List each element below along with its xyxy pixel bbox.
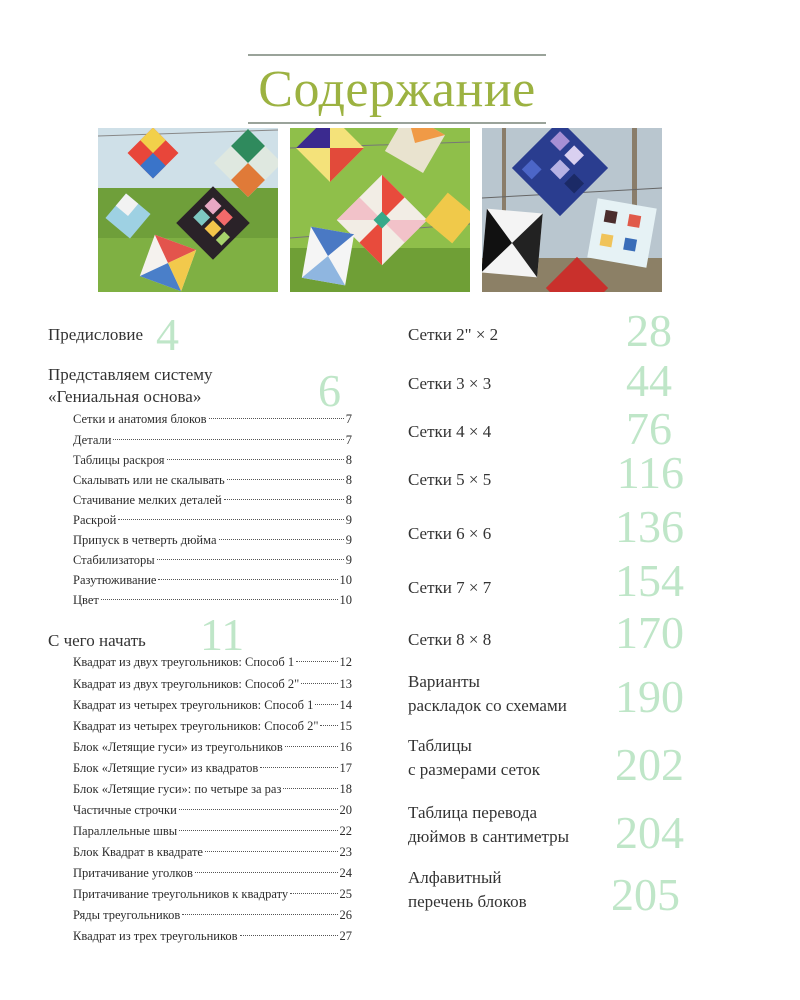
toc-grids-4x4[interactable]: Сетки 4 × 4	[408, 422, 492, 441]
list-item[interactable]: Частичные строчки 20	[73, 803, 352, 817]
toc-foreword[interactable]	[48, 324, 143, 346]
toc-grids-5x5-page: 116	[616, 447, 684, 498]
toc-block-index[interactable]: Алфавитный перечень блоков	[408, 868, 527, 911]
title-rule-bottom	[248, 122, 546, 124]
photo-quilt-blocks-right	[482, 128, 662, 292]
toc-grids-3x3[interactable]: Сетки 3 × 3	[408, 374, 492, 393]
toc-start-page: 11	[200, 609, 245, 660]
toc-grids-2x2-page: 28	[626, 305, 672, 356]
toc-grids-4x4-page: 76	[626, 403, 672, 454]
list-item[interactable]: Квадрат из четырех треугольников: Способ 2" 15	[73, 719, 352, 733]
list-item[interactable]: Ряды треугольников 26	[73, 908, 352, 922]
toc-start-label: С чего начать	[48, 631, 146, 650]
list-item[interactable]: Квадрат из трех треугольников 27	[73, 929, 352, 943]
toc-grids-7x7-page: 154	[615, 555, 684, 606]
toc-grids-8x8[interactable]: Сетки 8 × 8	[408, 630, 492, 649]
photo-quilt-blocks-middle	[290, 128, 470, 292]
toc-grid-size-tables-page: 202	[615, 739, 684, 790]
toc-grids-5x5[interactable]: Сетки 5 × 5	[408, 470, 492, 489]
list-item[interactable]: Разутюживание 10	[73, 573, 352, 587]
toc-inch-cm-table[interactable]: Таблица перевода дюймов в сантиметры	[408, 803, 570, 846]
toc-start[interactable]	[48, 630, 146, 652]
list-item[interactable]: Блок Квадрат в квадрате 23	[73, 845, 352, 859]
list-item[interactable]: Блок «Летящие гуси» из треугольников 16	[73, 740, 352, 754]
toc-intro-label-2: «Гениальная основа»	[48, 387, 202, 406]
toc-grids-8x8-page: 170	[615, 607, 684, 658]
toc-grids-7x7[interactable]: Сетки 7 × 7	[408, 578, 492, 597]
toc-foreword-label: Предисловие	[48, 325, 144, 344]
toc-grids-6x6[interactable]: Сетки 6 × 6	[408, 524, 492, 543]
list-item[interactable]: Параллельные швы 22	[73, 824, 352, 838]
list-item[interactable]: Цвет 10	[73, 593, 352, 607]
list-item[interactable]: Квадрат из двух треугольников: Способ 2" 13	[73, 677, 352, 691]
list-item[interactable]: Блок «Летящие гуси» из квадратов 17	[73, 761, 352, 775]
page-title: Содержание	[258, 61, 536, 118]
toc-intro[interactable]	[48, 364, 213, 408]
toc-inch-cm-table-page: 204	[615, 807, 684, 858]
list-item[interactable]: Таблицы раскроя 8	[73, 453, 352, 467]
toc-layout-variants-page: 190	[615, 671, 684, 722]
toc-block-index-page: 205	[611, 869, 680, 920]
list-item[interactable]: Детали 7	[73, 433, 352, 447]
list-item[interactable]: Стачивание мелких деталей 8	[73, 493, 352, 507]
list-item[interactable]: Притачивание треугольников к квадрату 25	[73, 887, 352, 901]
list-item[interactable]: Квадрат из двух треугольников: Способ 1 12	[73, 655, 352, 669]
toc-intro-label-1: Представляем систему	[48, 365, 213, 384]
list-item[interactable]: Припуск в четверть дюйма 9	[73, 533, 352, 547]
toc-intro-page: 6	[318, 365, 341, 416]
title-rule-top	[248, 54, 546, 56]
list-item[interactable]: Квадрат из четырех треугольников: Способ 1 14	[73, 698, 352, 712]
list-item[interactable]: Стабилизаторы 9	[73, 553, 352, 567]
title-block	[248, 54, 546, 124]
toc-layout-variants[interactable]: Варианты раскладок со схемами	[408, 672, 567, 715]
list-item[interactable]: Блок «Летящие гуси»: по четыре за раз 18	[73, 782, 352, 796]
toc-grid-size-tables[interactable]: Таблицы с размерами сеток	[408, 736, 541, 779]
toc-grids-2x2[interactable]: Сетки 2" × 2	[408, 325, 499, 344]
toc-foreword-page: 4	[156, 309, 179, 360]
photo-quilt-blocks-left	[98, 128, 278, 292]
toc-grids-3x3-page: 44	[626, 355, 672, 406]
list-item[interactable]: Скалывать или не скалывать 8	[73, 473, 352, 487]
list-item[interactable]: Притачивание уголков 24	[73, 866, 352, 880]
toc-grids-6x6-page: 136	[615, 501, 684, 552]
list-item[interactable]: Сетки и анатомия блоков 7	[73, 412, 352, 426]
list-item[interactable]: Раскрой 9	[73, 513, 352, 527]
